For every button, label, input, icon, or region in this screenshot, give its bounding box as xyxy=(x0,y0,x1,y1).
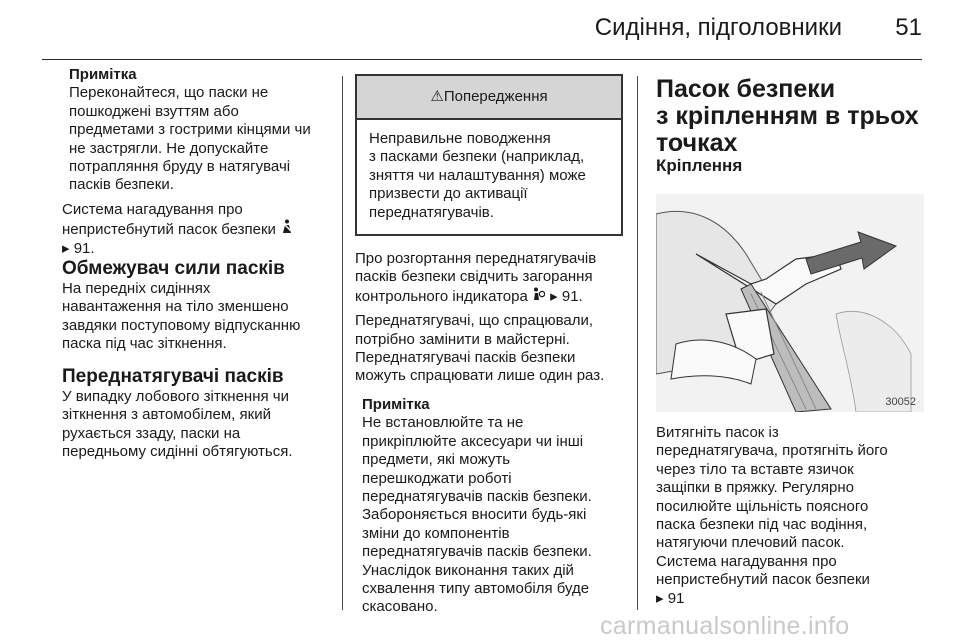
section-title-line: Пасок безпеки xyxy=(656,75,836,103)
note-line: переднатягувачів пасків безпеки. xyxy=(362,543,592,561)
reference-line xyxy=(62,240,334,258)
section-title-line: з кріпленням в трьох xyxy=(656,102,919,130)
section-title-line: точках xyxy=(656,129,738,157)
paragraph-line: завдяки поступовому відпусканню xyxy=(62,316,301,334)
reference-text[interactable]: 91. xyxy=(561,287,583,305)
page-reference-icon: ▸ xyxy=(550,287,558,305)
page-reference-icon: ▸ xyxy=(656,589,664,607)
paragraph-line: можуть спрацювати лише один раз. xyxy=(355,367,605,385)
paragraph-line: передньому сидінні обтягуються. xyxy=(62,442,293,460)
note-line: перешкоджати роботі xyxy=(362,469,512,487)
note-line: пасків безпеки. xyxy=(69,176,174,194)
warning-line: зняття чи налаштування) може xyxy=(369,166,586,184)
figure-label: 30052 xyxy=(885,396,916,408)
paragraph-line xyxy=(62,219,334,239)
paragraph-line: защіпки в пряжку. Регулярно xyxy=(656,479,854,497)
note-line: не застрягли. Не допускайте xyxy=(69,139,269,157)
paragraph-line: переднатягувача, протягніть його xyxy=(656,442,888,460)
warning-line: призвести до активації xyxy=(369,185,528,203)
note-line: Забороняється вносити будь-які xyxy=(362,506,587,524)
note-line: скасовано. xyxy=(362,598,438,616)
paragraph-line: Система нагадування про xyxy=(62,200,243,218)
warning-line: переднатягувачів. xyxy=(369,203,494,221)
paragraph-line: пасків безпеки свідчить загорання xyxy=(355,268,593,286)
note-line: Не встановлюйте та не xyxy=(362,414,524,432)
column-right-body xyxy=(656,424,924,608)
section-heading: Обмежувач сили пасків xyxy=(62,258,285,280)
watermark: carmanualsonline.info xyxy=(600,612,850,640)
note-title: Примітка xyxy=(362,395,430,413)
note-line: прикріплюйте аксесуари чи інші xyxy=(362,432,584,450)
note-line: предметами з гострими кінцями чи xyxy=(69,121,311,139)
page-title: Сидіння, підголовники xyxy=(594,14,842,41)
column-right xyxy=(656,68,924,175)
warning-triangle-icon: ⚠ xyxy=(430,88,444,105)
paragraph-line: Про розгортання переднатягувачів xyxy=(355,250,597,268)
airbag-indicator-icon xyxy=(532,287,546,306)
page-header xyxy=(0,0,960,62)
warning-header xyxy=(357,76,621,120)
note-line: Унаслідок виконання таких дій xyxy=(362,561,574,579)
paragraph-line: посилюйте щільність поясного xyxy=(656,497,869,515)
note-line: схвалення типу автомобіля буде xyxy=(362,579,590,597)
paragraph-line: навантаження на тіло зменшено xyxy=(62,298,289,316)
section-heading: Переднатягувачі пасків xyxy=(62,365,284,387)
paragraph-line xyxy=(355,287,623,306)
reference-text[interactable]: 91. xyxy=(73,239,95,257)
paragraph-line: непристебнутий пасок безпеки xyxy=(656,571,870,589)
paragraph-line: натягуючи плечовий пасок. xyxy=(656,534,845,552)
warning-title: Попередження xyxy=(443,88,548,105)
warning-box xyxy=(355,74,623,236)
paragraph-line: На передніх сидіннях xyxy=(62,280,211,298)
paragraph-line: У випадку лобового зіткнення чи xyxy=(62,387,289,405)
note-line: потрапляння бруду в натягувачі xyxy=(69,158,291,176)
note-title: Примітка xyxy=(69,66,137,83)
note-line: зміни до компонентів xyxy=(362,524,510,542)
header-rule xyxy=(42,59,922,60)
paragraph-line: Система нагадування про xyxy=(656,552,837,570)
note-box xyxy=(69,66,334,195)
warning-body xyxy=(357,120,621,234)
sub-heading: Кріплення xyxy=(656,156,743,175)
column-divider xyxy=(342,76,343,610)
paragraph-text: контрольного індикатора xyxy=(355,287,528,305)
paragraph-line: Переднатягувачі, що спрацювали, xyxy=(355,312,594,330)
note-line: Переконайтеся, що паски не xyxy=(69,84,269,102)
note-line: переднатягувачів пасків безпеки. xyxy=(362,487,592,505)
warning-line: Неправильне поводження xyxy=(369,130,551,147)
paragraph-text: непристебнутий пасок безпеки xyxy=(62,221,276,239)
page-reference-icon: ▸ xyxy=(62,239,70,257)
column-divider xyxy=(637,76,638,610)
reference-line xyxy=(656,590,924,608)
paragraph-line: паска безпеки під час водіння, xyxy=(656,516,868,534)
page-number: 51 xyxy=(895,14,922,41)
column-middle xyxy=(355,74,623,617)
paragraph-line: рухається ззаду, паски на xyxy=(62,424,241,442)
column-left xyxy=(62,66,334,461)
paragraph-line: зіткнення з автомобілем, який xyxy=(62,406,271,424)
note-line: пошкоджені взуттям або xyxy=(69,102,239,120)
note-box xyxy=(362,396,623,617)
seatbelt-illustration xyxy=(656,194,924,412)
note-line: предмети, які можуть xyxy=(362,451,511,469)
warning-line: з пасками безпеки (наприклад, xyxy=(369,148,585,166)
paragraph-line: потрібно замінити в майстерні. xyxy=(355,330,570,348)
reference-text[interactable]: 91 xyxy=(667,589,685,607)
seatbelt-reminder-icon xyxy=(280,219,294,239)
paragraph-line: Витягніть пасок із xyxy=(656,424,779,441)
paragraph-line: паска під час зіткнення. xyxy=(62,335,227,353)
seatbelt-drawing-icon xyxy=(656,194,924,412)
paragraph-line: Переднатягувачі пасків безпеки xyxy=(355,349,576,367)
paragraph-line: через тіло та вставте язичок xyxy=(656,460,854,478)
